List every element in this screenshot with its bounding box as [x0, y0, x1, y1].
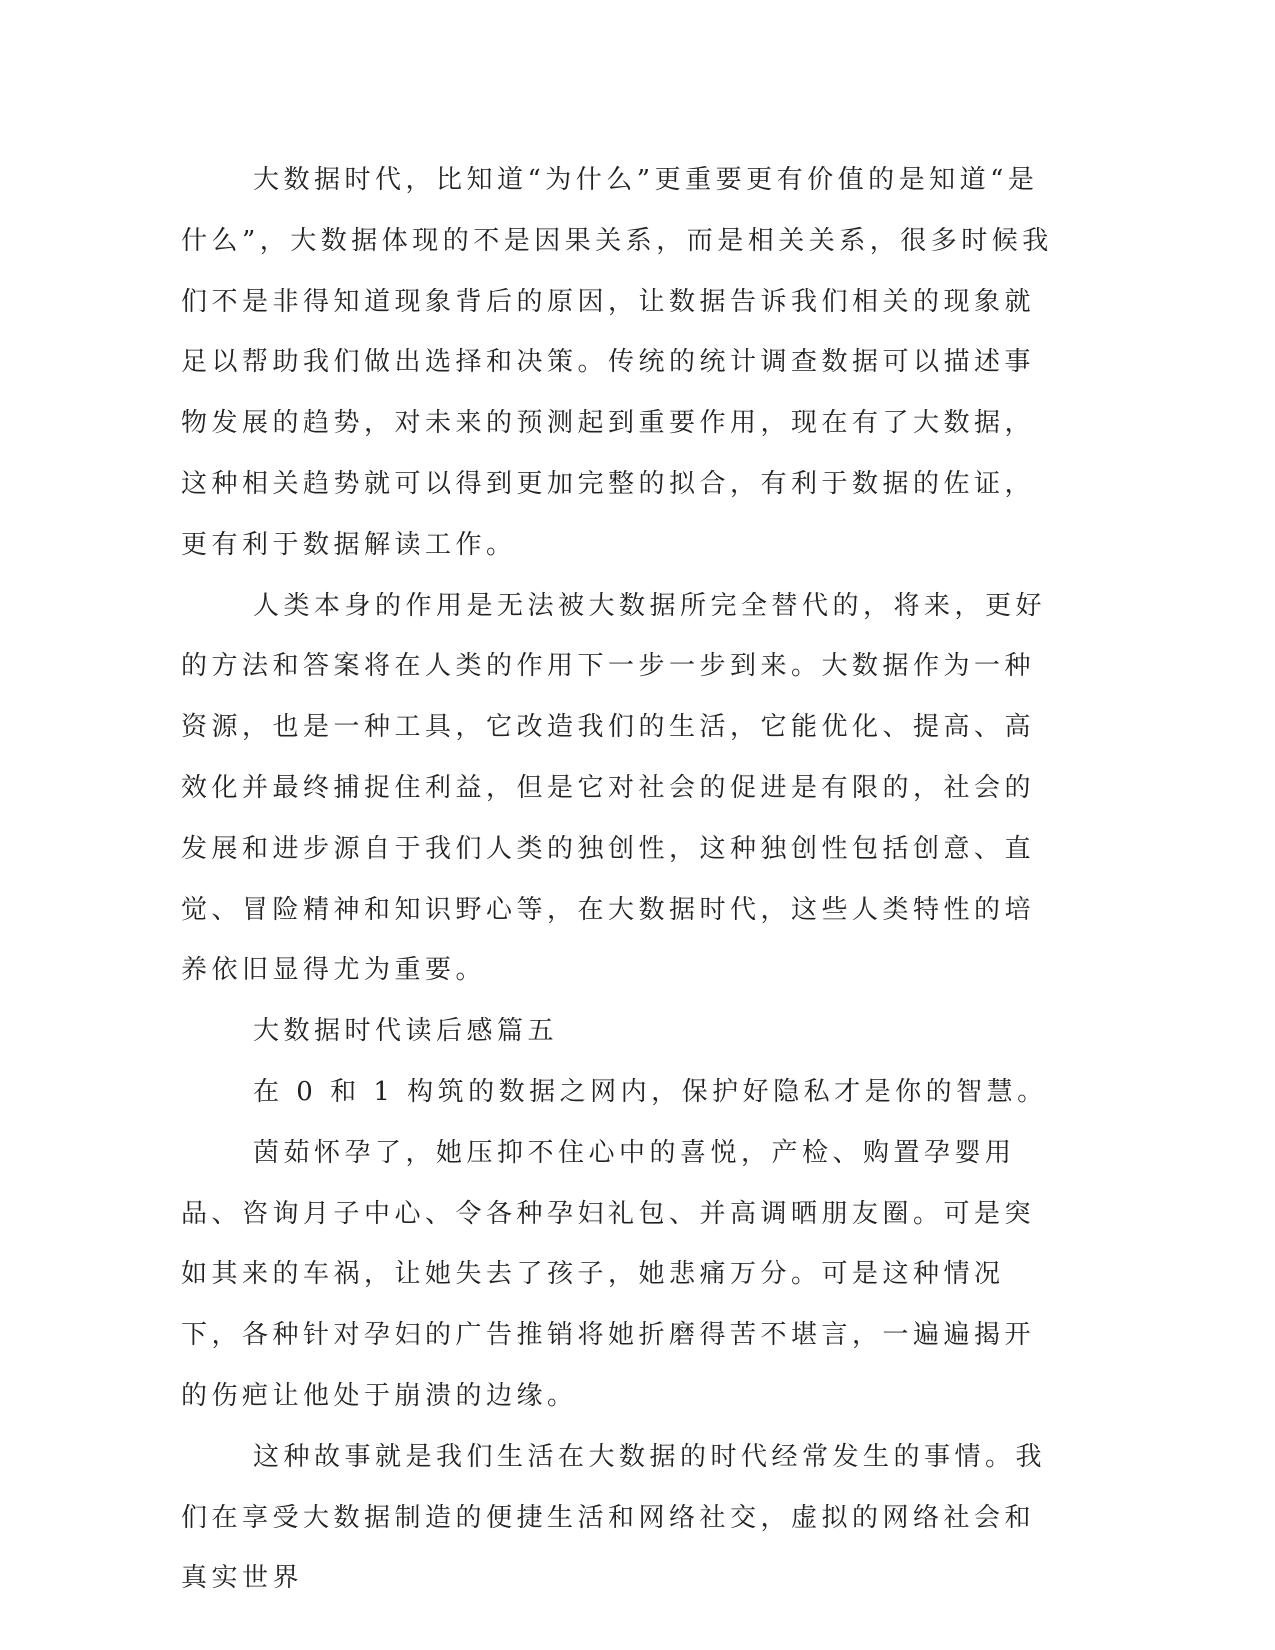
section-heading: 大数据时代读后感篇五	[253, 1016, 559, 1047]
paragraph-correlation: 大数据时代，比知道“为什么”更重要更有价值的是知道“是什么”，大数据体现的不是因果关系，而是相关关系，很多时候我们不是非得知道现象背后的原因，让数据告诉我们相关的现象就足以帮助我们做出选择和决策。传统的统计调查数据可以描述事物发展的趋势，对未来的预测起到重要作用，现在有了大数据，这种相关趋势就可以得到更加完整的拟合，有利于数据的佐证，更有利于数据解读工作。	[181, 165, 1053, 560]
paragraph-privacy-lead: 在 0 和 1 构筑的数据之网内，保护好隐私才是你的智慧。	[253, 1076, 1048, 1107]
paragraph-story: 茵茹怀孕了，她压抑不住心中的喜悦，产检、购置孕婴用品、咨询月子中心、令各种孕妇礼包、并高调晒朋友圈。可是突如其来的车祸，让她失去了孩子，她悲痛万分。可是这种情况下，各种针对孕妇的广告推销将她折磨得苦不堪言，一遍遍揭开的伤疤让他处于崩溃的边缘。	[181, 1137, 1036, 1411]
document-body	[181, 150, 1061, 1609]
paragraph-human-role: 人类本身的作用是无法被大数据所完全替代的，将来，更好的方法和答案将在人类的作用下一步一步到来。大数据作为一种资源，也是一种工具，它改造我们的生活，它能优化、提高、高效化并最终捕捉住利益，但是它对社会的促进是有限的，社会的发展和进步源自于我们人类的独创性，这种独创性包括创意、直觉、冒险精神和知识野心等，在大数据时代，这些人类特性的培养依旧显得尤为重要。	[181, 590, 1047, 986]
paragraph-reflection: 这种故事就是我们生活在大数据的时代经常发生的事情。我们在享受大数据制造的便捷生活和网络社交，虚拟的网络社会和真实世界	[181, 1441, 1047, 1594]
